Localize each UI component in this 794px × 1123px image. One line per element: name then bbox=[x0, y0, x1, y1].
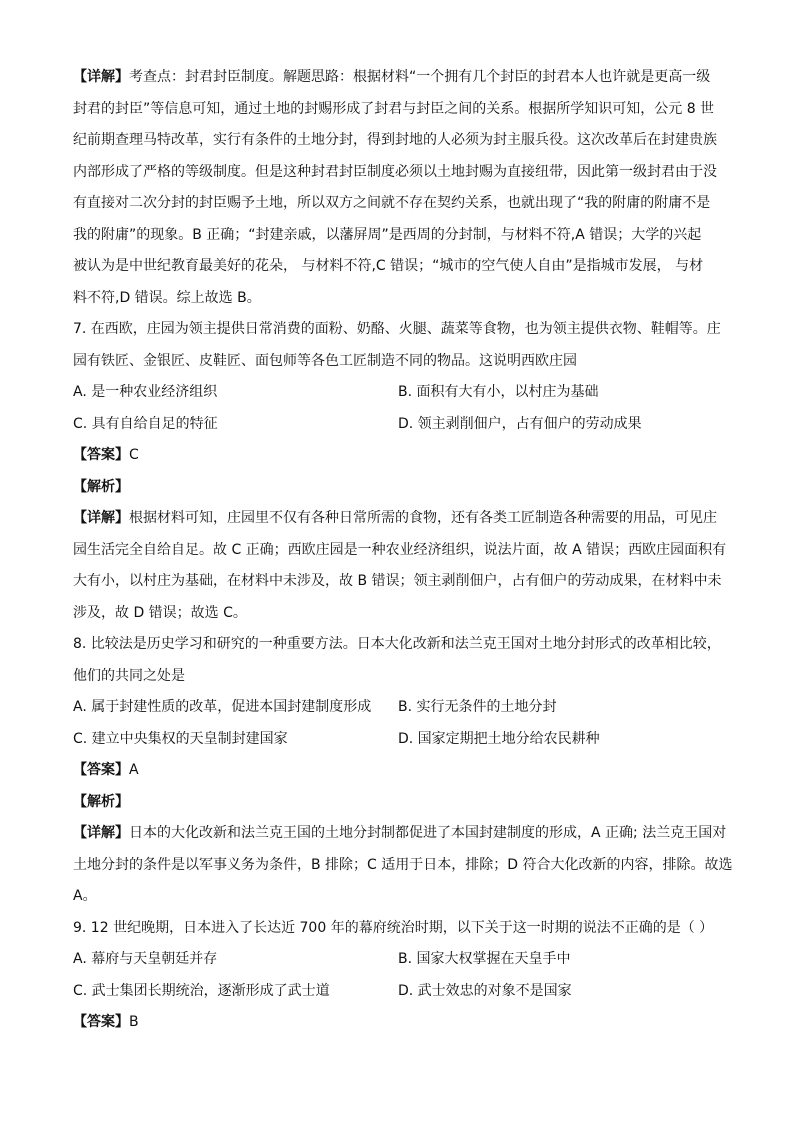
detail-line: 园生活完全自给自足。故 C 正确；西欧庄园是一种农业经济组织，说法片面，故 A 错误；西欧庄园面积有 bbox=[73, 541, 727, 558]
question-7 bbox=[73, 314, 727, 629]
option-c: C. 武士集团长期统治，逐渐形成了武士道 bbox=[73, 982, 330, 999]
answer-line bbox=[73, 1007, 723, 1039]
detail-label: 【详解】 bbox=[73, 69, 129, 85]
analysis-label: 【解析】 bbox=[73, 478, 129, 495]
detail-line: A。 bbox=[73, 888, 97, 904]
detail-line: 【详解】根据材料可知，庄园里不仅有各种日常所需的食物，还有各类工匠制造各种需要的用品，可见庄 bbox=[73, 510, 717, 526]
detail-label: 【详解】 bbox=[73, 825, 129, 841]
detail-line: 料不符,D 错误。综上故选 B。 bbox=[73, 289, 261, 306]
option-b: B. 面积有大有小，以村庄为基础 bbox=[398, 384, 599, 400]
page-content bbox=[73, 62, 733, 1039]
option-d: D. 武士效忠的对象不是国家 bbox=[398, 982, 572, 999]
question-8 bbox=[73, 629, 733, 913]
option-a: A. 是一种农业经济组织 bbox=[73, 384, 218, 400]
answer-line bbox=[73, 440, 723, 472]
options-row bbox=[73, 944, 723, 976]
options-row bbox=[73, 692, 723, 724]
answer-label: 【答案】 bbox=[73, 762, 129, 778]
detail-line: 【详解】考查点：封君封臣制度。解题思路：根据材料“一个拥有几个封臣的封君本人也许就是更高一级 bbox=[73, 69, 711, 85]
options-row bbox=[73, 409, 723, 441]
detail-line: 封君的封臣”等信息可知，通过土地的封赐形成了封君与封臣之间的关系。根据所学知识可知，公元 8 世 bbox=[73, 100, 715, 117]
options-row bbox=[73, 377, 723, 409]
question-stem: 7. 在西欧，庄园为领主提供日常消费的面粉、奶酪、火腿、蔬菜等食物，也为领主提供衣物、鞋帽等。庄 bbox=[73, 321, 721, 337]
q6-detail bbox=[73, 62, 723, 314]
answer-value: B bbox=[129, 1014, 139, 1030]
detail-label: 【详解】 bbox=[73, 510, 129, 526]
option-a: A. 属于封建性质的改革，促进本国封建制度形成 bbox=[73, 699, 372, 715]
detail-line: 有直接对二次分封的封臣赐予土地，所以双方之间就不存在契约关系，也就出现了“我的附庸的附庸不是 bbox=[73, 195, 711, 211]
question-9 bbox=[73, 913, 723, 1039]
question-stem: 园有铁匠、金银匠、皮鞋匠、面包师等各色工匠制造不同的物品。这说明西欧庄园 bbox=[73, 352, 577, 369]
detail-line: 【详解】日本的大化改新和法兰克王国的土地分封制都促进了本国封建制度的形成，A 正确; 法兰克王国对 bbox=[73, 825, 727, 841]
answer-value: C bbox=[129, 447, 139, 463]
detail-line: 内部形成了严格的等级制度。但是这种封君封臣制度必须以土地封赐为直接纽带，因此第一级封君由于没 bbox=[73, 163, 717, 180]
question-stem: 9. 12 世纪晚期，日本进入了长达近 700 年的幕府统治时期，以下关于这一时期的说法不正确的是（ ） bbox=[73, 919, 714, 936]
answer-line bbox=[73, 755, 723, 787]
detail-line: 纪前期查理马特改革，实行有条件的土地分封，得到封地的人必须为封主服兵役。这次改革后在封建贵族 bbox=[73, 132, 717, 148]
answer-label: 【答案】 bbox=[73, 447, 129, 463]
option-c: C. 建立中央集权的天皇制封建国家 bbox=[73, 730, 288, 747]
option-d: D. 国家定期把土地分给农民耕种 bbox=[398, 730, 600, 747]
option-d: D. 领主剥削佃户，占有佃户的劳动成果 bbox=[398, 415, 642, 432]
option-c: C. 具有自给自足的特征 bbox=[73, 415, 218, 432]
options-row bbox=[73, 976, 723, 1008]
options-row bbox=[73, 724, 723, 756]
answer-value: A bbox=[129, 762, 139, 778]
question-stem: 8. 比较法是历史学习和研究的一种重要方法。日本大化改新和法兰克王国对土地分封形式的改革相比较， bbox=[73, 636, 721, 652]
detail-line: 涉及，故 D 错误；故选 C。 bbox=[73, 604, 247, 621]
detail-line: 大有小，以村庄为基础，在材料中未涉及，故 B 错误；领主剥削佃户，占有佃户的劳动成果，在材料中未 bbox=[73, 573, 722, 589]
option-b: B. 实行无条件的土地分封 bbox=[398, 699, 557, 715]
detail-line: 土地分封的条件是以军事义务为条件，B 排除；C 适用于日本，排除；D 符合大化改新的内容，排除。故选 bbox=[73, 856, 733, 873]
detail-line: 我的附庸”的现象。B 正确；“封建亲戚，以藩屏周”是西周的分封制，与材料不符,A 错误；大学的兴起 bbox=[73, 226, 702, 243]
answer-label: 【答案】 bbox=[73, 1014, 129, 1030]
question-stem: 他们的共同之处是 bbox=[73, 667, 185, 684]
detail-line: 被认为是中世纪教育最美好的花朵， 与材料不符,C 错误；“城市的空气使人自由”是指城市发展， 与材 bbox=[73, 258, 704, 274]
option-b: B. 国家大权掌握在天皇手中 bbox=[398, 951, 571, 967]
option-a: A. 幕府与天皇朝廷并存 bbox=[73, 951, 218, 967]
analysis-label: 【解析】 bbox=[73, 793, 129, 810]
